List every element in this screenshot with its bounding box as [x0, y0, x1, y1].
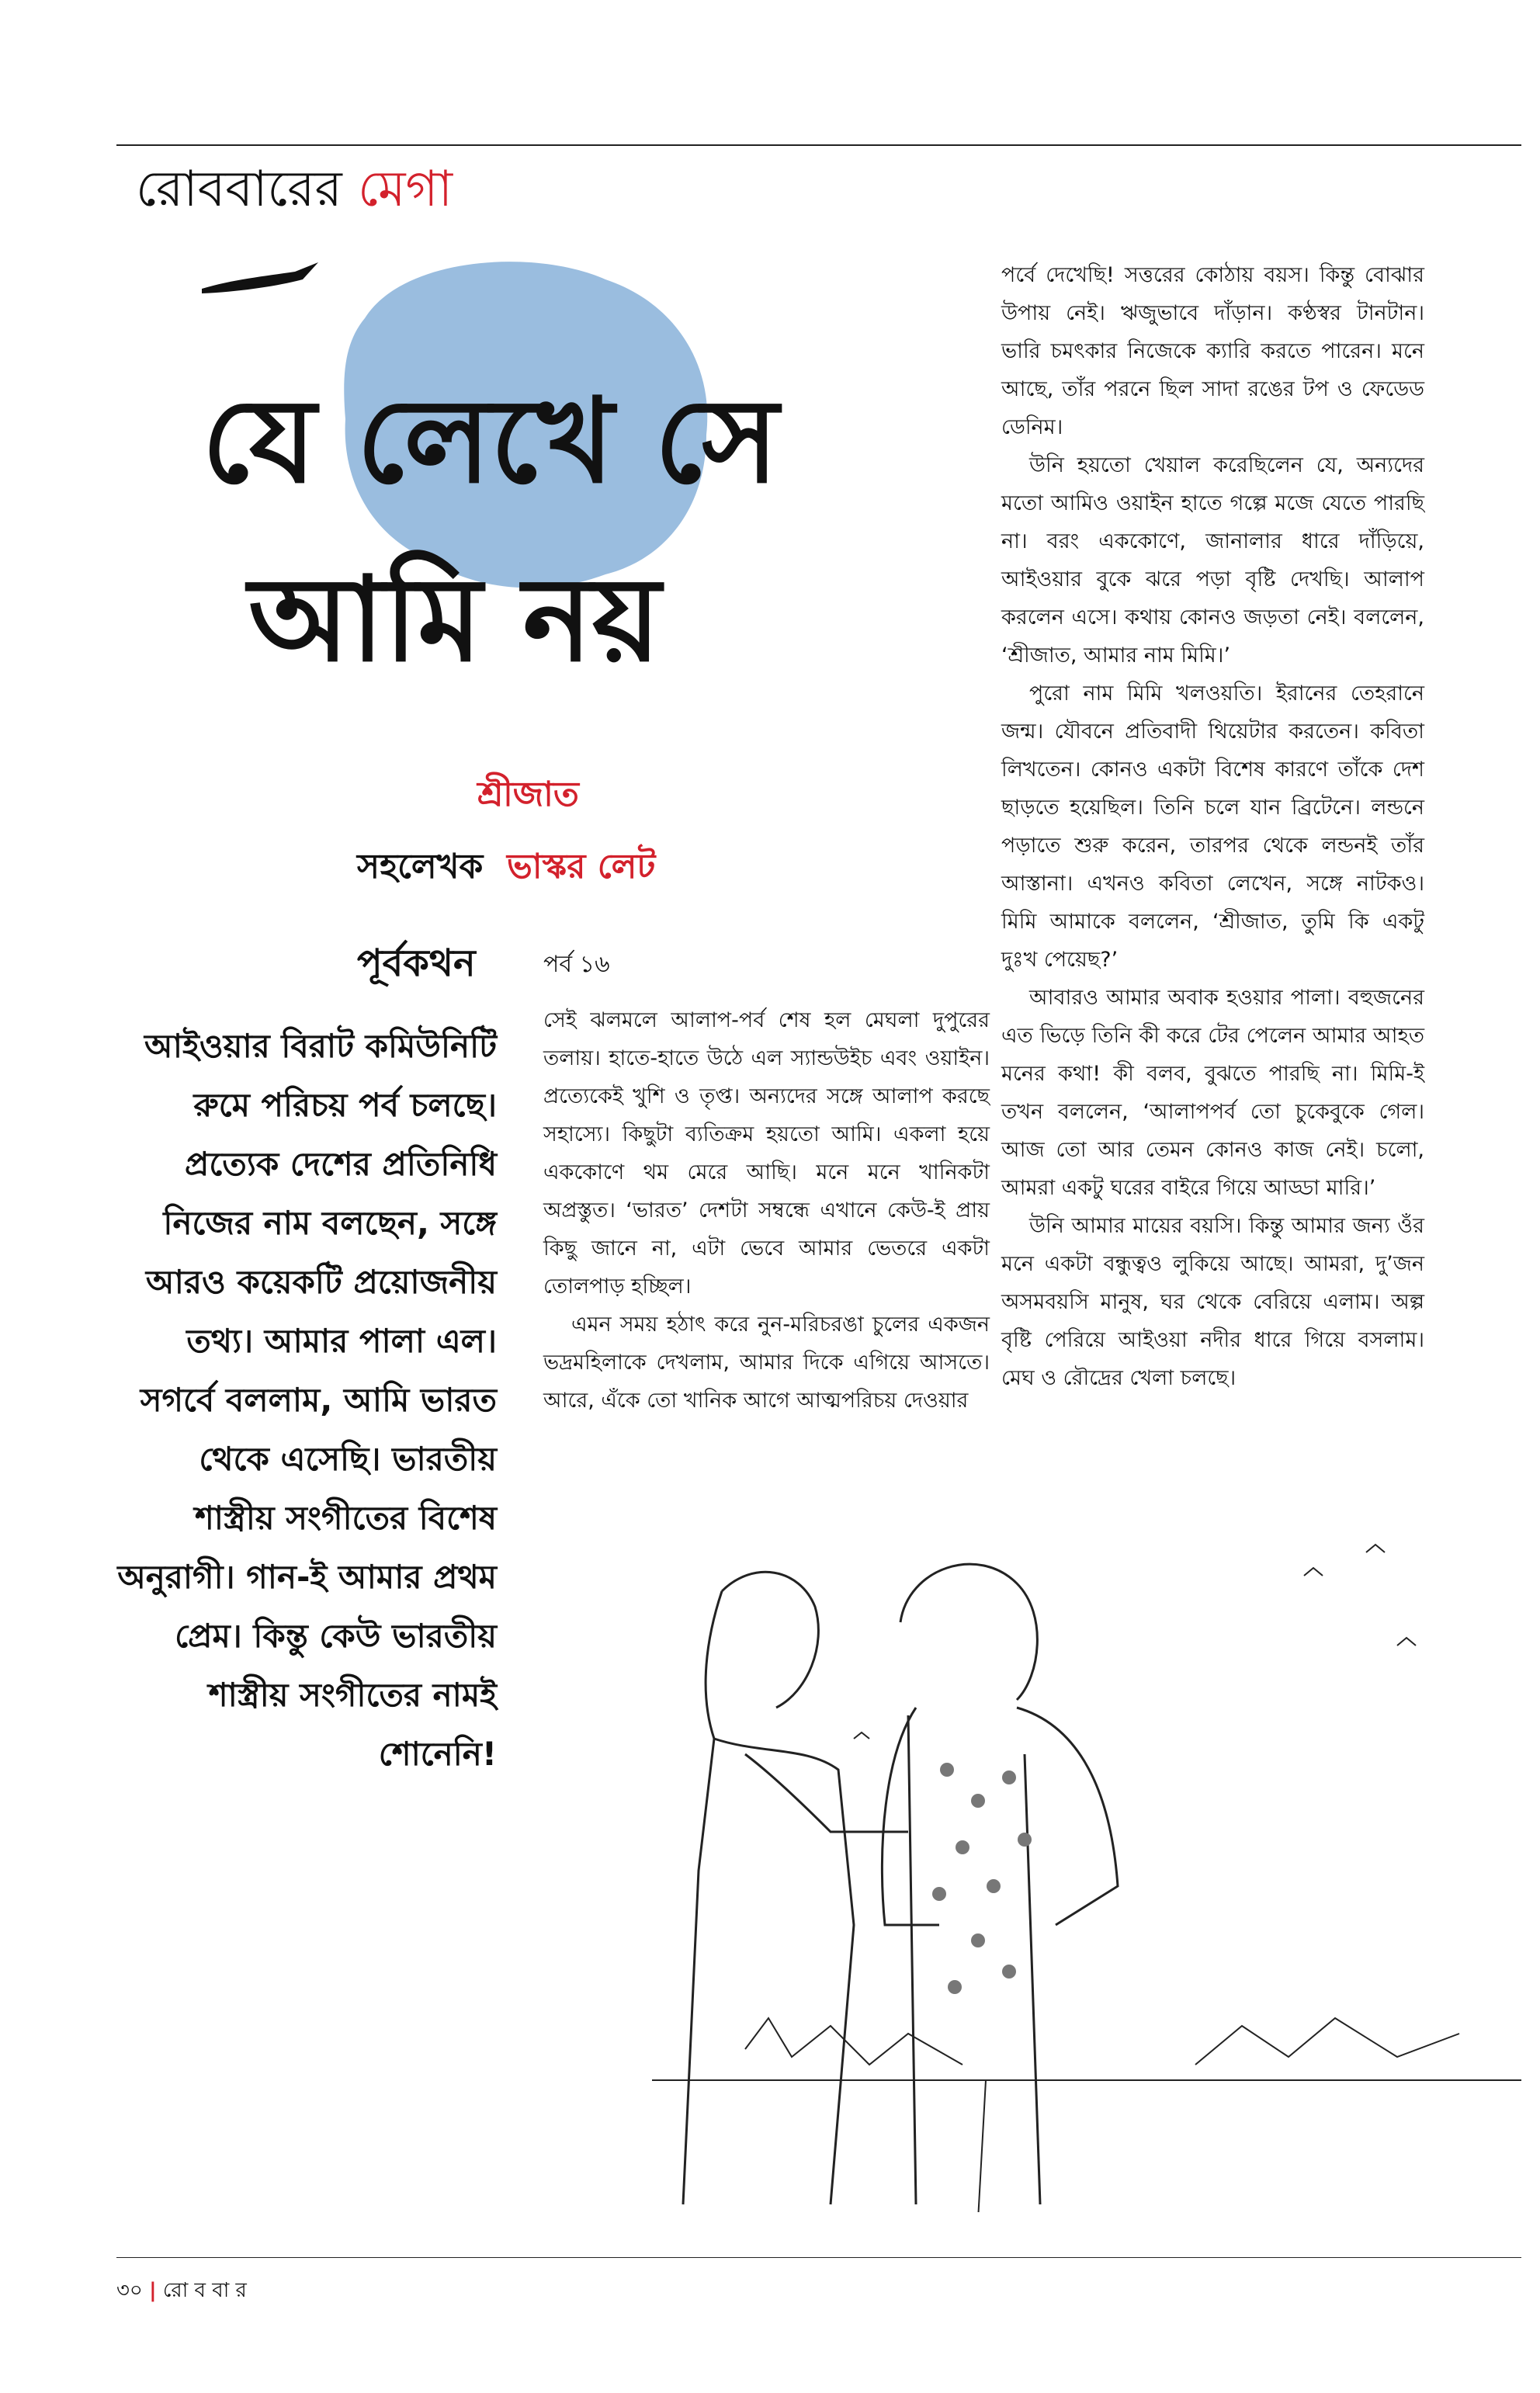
paragraph: উনি আমার মায়ের বয়সি। কিন্তু আমার জন্য ওঁর মনে একটা বন্ধুত্বও লুকিয়ে আছে। আমরা, দু’জন অসমবয়সি মানুষ, ঘর থেকে বেরিয়ে এলাম। অল্প বৃষ্টি পেরিয়ে আইওয়া নদীর ধারে গিয়ে বসলাম। মেঘ ও রৌদ্রের খেলা চলছে। — [1001, 1214, 1424, 1390]
paragraph: আবারও আমার অবাক হওয়ার পালা। বহুজনের এত ভিড়ে তিনি কী করে টের পেলেন আমার আহত মনের কথা! কী বলব, বুঝতে পারছি না। মিমি-ই তখন বললেন, ‘আলাপপর্ব তো চুকেবুকে গেল। আজ তো আর তেমন কোনও কাজ নেই। চলো, আমরা একটু ঘরের বাইরে গিয়ে আড্ডা মারি।’ — [1001, 986, 1424, 1200]
section-prefix: রোববারের — [136, 161, 342, 218]
footer-divider: | — [149, 2279, 157, 2302]
section-header — [136, 161, 453, 218]
story-illustration — [652, 1521, 1521, 2212]
paragraph: উনি হয়তো খেয়াল করেছিলেন যে, অন্যদের মতো আমিও ওয়াইন হাতে গল্পে মজে যেতে পারছি না। বরং এককোণে, জানালার ধারে দাঁড়িয়ে, আইওয়ার বুকে ঝরে পড়া বৃষ্টি দেখছি। আলাপ করলেন এসে। কথায় কোনও জড়তা নেই। বললেন, ‘শ্রীজাত, আমার নাম মিমি।’ — [1001, 453, 1424, 668]
title-line-2: আমি নয় — [248, 553, 661, 688]
magazine-name: রো ব বা র — [162, 2279, 247, 2302]
page-number: ৩০ — [116, 2279, 143, 2302]
coauthor-line — [357, 841, 655, 897]
pullquote: আইওয়ার বিরাট কমিউনিটি রুমে পরিচয় পর্ব চলছে। প্রত্যেক দেশের প্রতিনিধি নিজের নাম বলছেন, সঙ্গে আরও কয়েকটি প্রয়োজনীয় তথ্য। আমার পালা এল। সগর্বে বললাম, আমি ভারত থেকে এসেছি। ভারতীয় শাস্ত্রীয় সংগীতের বিশেষ অনুরাগী। গান-ই আমার প্রথম প্রেম। কিন্তু কেউ ভারতীয় শাস্ত্রীয় সংগীতের নামই শোনেনি! — [117, 1027, 497, 1773]
page-footer — [116, 2274, 247, 2308]
author-name: শ্রীজাত — [477, 775, 579, 814]
paragraph: এমন সময় হঠাৎ করে নুন-মরিচরঙা চুলের একজন ভদ্রমহিলাকে দেখলাম, আমার দিকে এগিয়ে আসতে। আরে, এঁকে তো খানিক আগে আত্মপরিচয় দেওয়ার — [543, 1313, 990, 1413]
title-line-1: যে লেখে সে — [202, 374, 779, 509]
top-rule — [116, 144, 1521, 146]
paragraph: পর্বে দেখেছি! সত্তরের কোঠায় বয়স। কিন্তু বোঝার উপায় নেই। ঋজুভাবে দাঁড়ান। কণ্ঠস্বর টানটান। ভারি চমৎকার নিজেকে ক্যারি করতে পারেন। মনে আছে, তাঁর পরনে ছিল সাদা রঙের টপ ও ফেডেড ডেনিম। — [1001, 263, 1424, 439]
prelude-label: পূর্বকথন — [357, 942, 476, 985]
section-highlight: মেগা — [358, 161, 453, 218]
paragraph: সেই ঝলমলে আলাপ-পর্ব শেষ হল মেঘলা দুপুরের তলায়। হাতে-হাতে উঠে এল স্যান্ডউইচ এবং ওয়াইন। প্রত্যেকেই খুশি ও তৃপ্ত। অন্যদের সঙ্গে আলাপ করছে সহাস্যে। কিছুটা ব্যতিক্রম হয়তো আমি। একলা হয়ে এককোণে থম মেরে আছি। মনে মনে খানিকটা অপ্রস্তুত। ‘ভারত’ দেশটা সম্বন্ধে এখানে কেউ-ই প্রায় কিছু জানে না, এটা ভেবে আমার ভেতরে একটা তোলপাড় হচ্ছিল। — [543, 1008, 990, 1299]
body-column-right — [1001, 256, 1424, 1397]
title-artwork — [171, 248, 854, 730]
coauthor-name: ভাস্কর লেট — [506, 847, 656, 886]
episode-number: পর্ব ১৬ — [543, 951, 610, 978]
coauthor-label: সহলেখক — [357, 847, 484, 886]
body-column-middle — [543, 1001, 990, 1420]
paragraph: পুরো নাম মিমি খলওয়তি। ইরানের তেহরানে জন্ম। যৌবনে প্রতিবাদী থিয়েটার করতেন। কবিতা লিখতেন। কোনও একটা বিশেষ কারণে তাঁকে দেশ ছাড়তে হয়েছিল। তিনি চলে যান ব্রিটেনে। লন্ডনে পড়াতে শুরু করেন, তারপর থেকে লন্ডনই তাঁর আস্তানা। এখনও কবিতা লেখেন, সঙ্গে নাটকও। মিমি আমাকে বললেন, ‘শ্রীজাত, তুমি কি একটু দুঃখ পেয়েছ?’ — [1001, 681, 1424, 972]
bottom-rule — [116, 2257, 1521, 2258]
